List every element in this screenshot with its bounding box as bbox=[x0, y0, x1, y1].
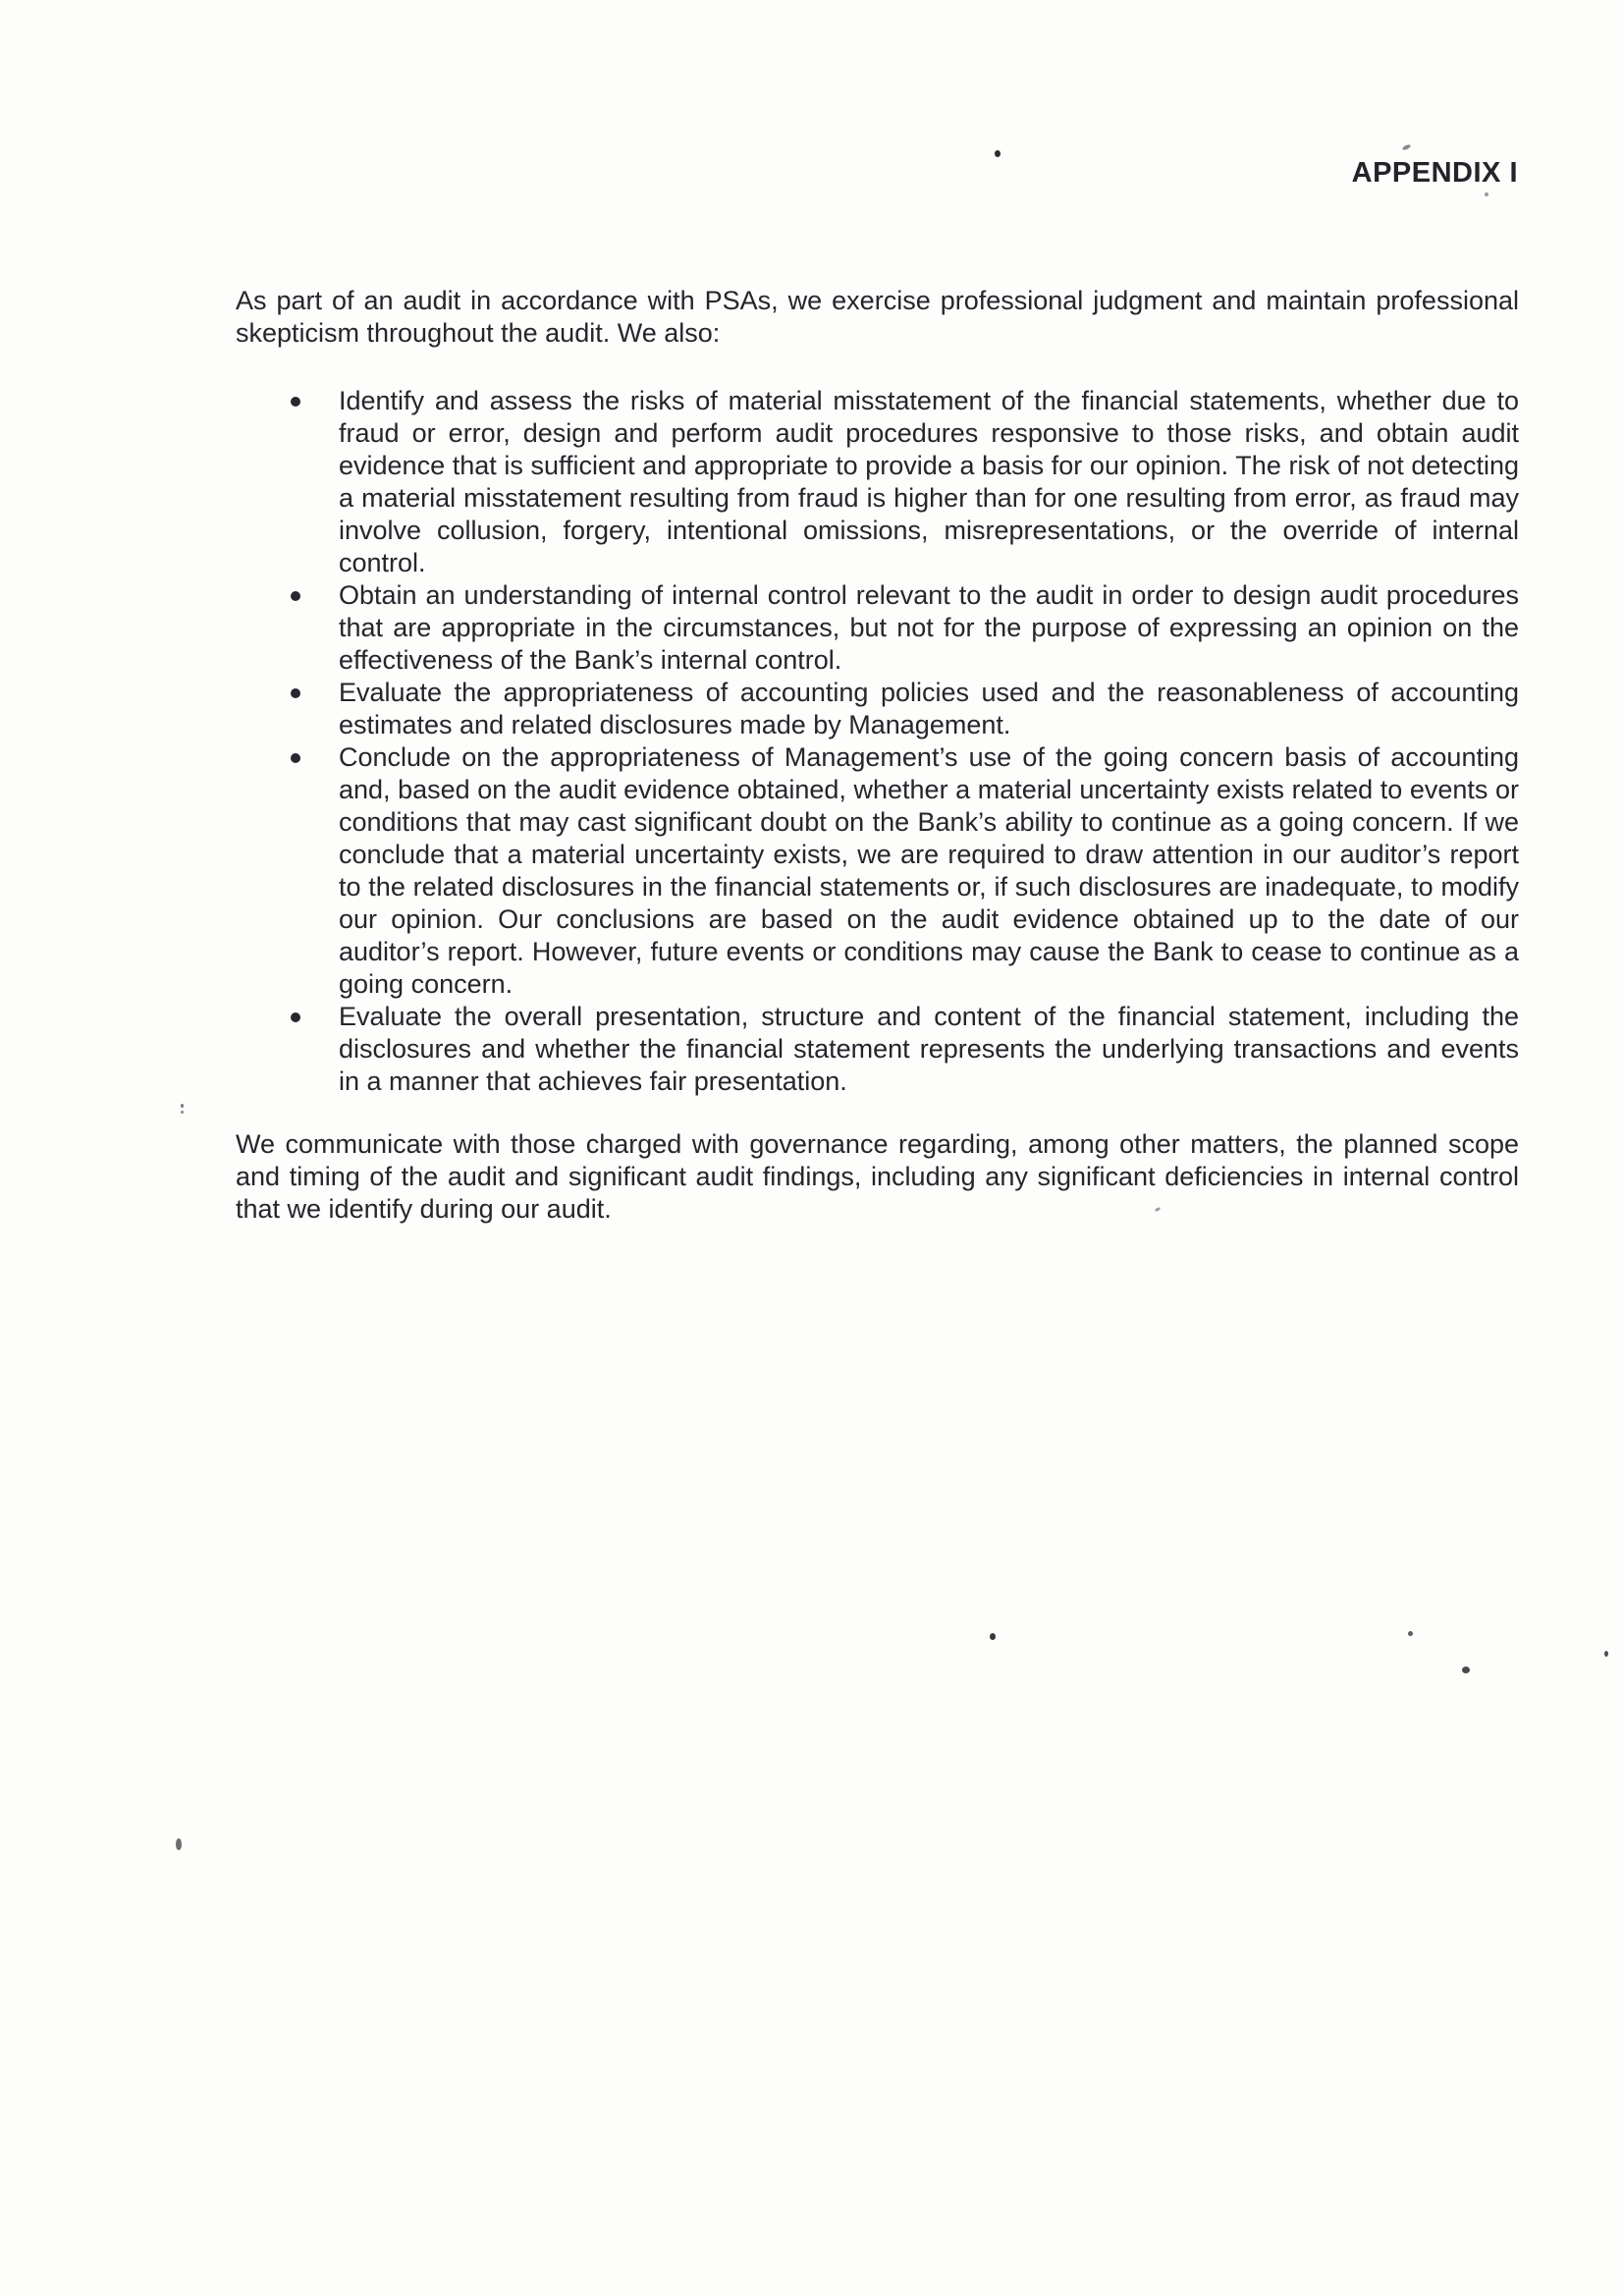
bullet-icon bbox=[291, 397, 300, 407]
scan-speck bbox=[1485, 192, 1488, 196]
list-item bbox=[236, 1001, 1519, 1098]
scan-speck bbox=[1408, 1631, 1413, 1636]
intro-paragraph: As part of an audit in accordance with PSAs, we exercise professional judgment and maintain professional skepticism throughout the audit. We also: bbox=[236, 286, 1519, 348]
scan-speck bbox=[181, 1111, 184, 1114]
list-item-text: Obtain an understanding of internal control relevant to the audit in order to design audit procedures that are appropriate in the circumstances, but not for the purpose of expressing an opinion on the effectiveness of the Bank’s internal control. bbox=[339, 580, 1519, 675]
scan-speck bbox=[181, 1104, 184, 1108]
list-item-text: Identify and assess the risks of material misstatement of the financial statements, whether due to fraud or error, design and perform audit procedures responsive to those risks, and obtain audit evidence that is sufficient and appropriate to provide a basis for our opinion. The risk of not detecting a material misstatement resulting from fraud is higher than for one resulting from error, as fraud may involve collusion, forgery, intentional omissions, misrepresentations, or the override of internal control. bbox=[339, 386, 1519, 577]
list-item bbox=[236, 579, 1519, 677]
scan-speck bbox=[1402, 143, 1412, 150]
document-body bbox=[236, 285, 1519, 1226]
scan-speck bbox=[990, 1633, 996, 1640]
scan-speck bbox=[995, 150, 1001, 157]
page-title: APPENDIX I bbox=[1351, 157, 1518, 189]
scan-speck bbox=[1462, 1667, 1470, 1673]
scan-speck bbox=[176, 1838, 182, 1850]
scan-speck bbox=[1604, 1651, 1608, 1657]
list-item-text: Evaluate the overall presentation, structure and content of the financial statement, including the disclosures and whether the financial statement represents the underlying transactions and events in a manner that achieves fair presentation. bbox=[339, 1002, 1519, 1096]
list-item-text: Evaluate the appropriateness of accounting policies used and the reasonableness of accounting estimates and related disclosures made by Management. bbox=[339, 678, 1519, 739]
bullet-list bbox=[236, 385, 1519, 1098]
bullet-icon bbox=[291, 591, 300, 601]
closing-paragraph: We communicate with those charged with governance regarding, among other matters, the planned scope and timing of the audit and significant audit findings, including any significant deficiencies in internal control that we identify during our audit. bbox=[236, 1129, 1519, 1224]
bullet-icon bbox=[291, 688, 300, 698]
bullet-icon bbox=[291, 753, 300, 763]
list-item bbox=[236, 677, 1519, 741]
list-item bbox=[236, 741, 1519, 1001]
list-item bbox=[236, 385, 1519, 579]
bullet-icon bbox=[291, 1012, 300, 1022]
list-item-text: Conclude on the appropriateness of Management’s use of the going concern basis of accounting and, based on the audit evidence obtained, whether a material uncertainty exists related to events or conditions that may cast significant doubt on the Bank’s ability to continue as a going concern. If we conclude that a material uncertainty exists, we are required to draw attention in our auditor’s report to the related disclosures in the financial statements or, if such disclosures are inadequate, to modify our opinion. Our conclusions are based on the audit evidence obtained up to the date of our auditor’s report. However, future events or conditions may cause the Bank to cease to continue as a going concern. bbox=[339, 742, 1519, 999]
